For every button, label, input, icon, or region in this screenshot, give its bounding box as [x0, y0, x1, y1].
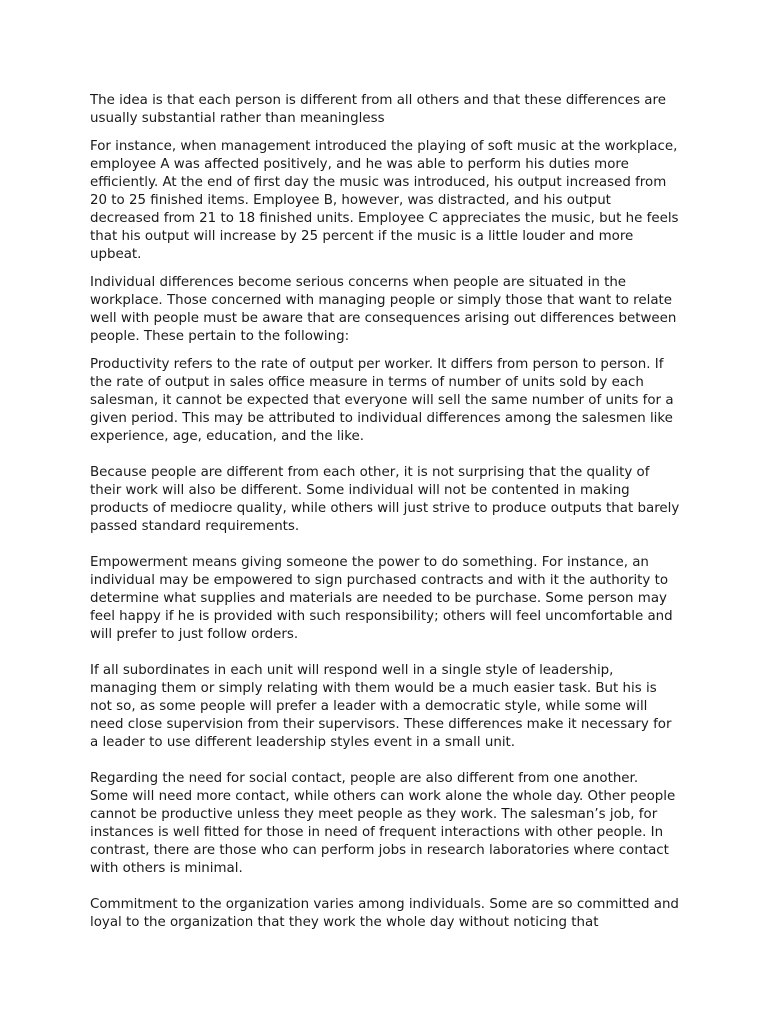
paragraph-social-contact: Regarding the need for social contact, people are also different from one another. Some will need more contact, while others can work alone the whole day. Other people cannot be productive unless they meet people as they work. The salesman’s job, for instances is well fitted for those in need of frequent interactions with other people. In contrast, there are those who can perform jobs in research laboratories where contact with others is minimal.	[90, 771, 676, 876]
paragraph-leadership: If all subordinates in each unit will respond well in a single style of leadership, managing them or simply relating with them would be a much easier task. But his is not so, as some people will prefer a leader with a democratic style, while some will need close supervision from their supervisors. These differences make it necessary for a leader to use different leadership styles event in a small unit.	[90, 663, 672, 750]
paragraph-productivity: Productivity refers to the rate of output per worker. It differs from person to person. If the rate of output in sales office measure in terms of number of units sold by each salesman, it cannot be expected that everyone will sell the same number of units for a given period. This may be attributed to individual differences among the salesmen like experience, age, education, and the like.	[90, 357, 674, 444]
paragraph-quality: Because people are different from each other, it is not surprising that the quality of their work will also be different. Some individual will not be contented in making products of mediocre quality, while others will just strive to produce outputs that barely passed standard requirements.	[90, 465, 680, 534]
paragraph-workplace-concerns: Individual differences become serious concerns when people are situated in the workplace. Those concerned with managing people or simply those that want to relate well with people must be aware that are consequences arising out differences between people. These pertain to the following:	[90, 275, 677, 344]
paragraph-music-example: For instance, when management introduced the playing of soft music at the workplace, employee A was affected positively, and he was able to perform his duties more efficiently. At the end of first day the music was introduced, his output increased from 20 to 25 finished items. Employee B, however, was distracted, and his output decreased from 21 to 18 finished units. Employee C appreciates the music, but he feels that his output will increase by 25 percent if the music is a little louder and more upbeat.	[90, 139, 679, 262]
paragraph-intro: The idea is that each person is different from all others and that these differences are usually substantial rather than meaningless	[90, 93, 666, 126]
document-body	[90, 92, 680, 942]
paragraph-commitment: Commitment to the organization varies among individuals. Some are so committed and loyal to the organization that they work the whole day without noticing that	[90, 897, 679, 930]
paragraph-empowerment: Empowerment means giving someone the power to do something. For instance, an individual may be empowered to sign purchased contracts and with it the authority to determine what supplies and materials are needed to be purchase. Some person may feel happy if he is provided with such responsibility; others will feel uncomfortable and will prefer to just follow orders.	[90, 555, 673, 642]
